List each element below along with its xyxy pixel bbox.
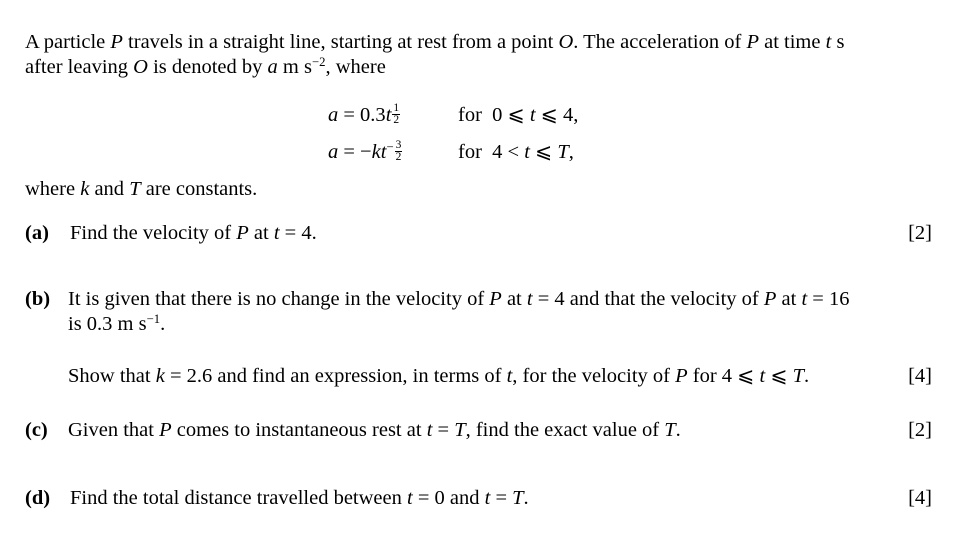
- var-t: t: [385, 104, 392, 126]
- fraction-exponent: [392, 103, 400, 126]
- var-t: t: [506, 365, 513, 387]
- var-P: P: [746, 31, 759, 53]
- intro-text: travels in a straight line, starting at rest from a point: [122, 31, 559, 53]
- equation-2-condition: for 4 < t ⩽ T,: [458, 141, 574, 163]
- text: Given that: [68, 419, 160, 441]
- part-c-label: (c): [25, 419, 48, 441]
- intro-text: , where: [325, 56, 386, 78]
- equation-1: a = 0.3t $\frac{1}{2}$: [328, 102, 400, 127]
- var-T: T: [129, 178, 141, 200]
- text: is 0.3 m s: [68, 313, 147, 335]
- frac-num: 1: [393, 102, 400, 115]
- var-T: T: [454, 419, 466, 441]
- exponent: −1: [146, 312, 161, 327]
- intro-text: after leaving: [25, 56, 134, 78]
- var-P: P: [159, 419, 172, 441]
- text: Show that: [68, 365, 156, 387]
- var-t: t: [380, 141, 387, 163]
- var-P: P: [675, 365, 688, 387]
- text: comes to instantaneous rest at: [171, 419, 427, 441]
- text: , find the exact value of: [465, 419, 665, 441]
- part-a-text: [70, 221, 317, 246]
- text: = 16: [807, 288, 850, 310]
- part-a-label: (a): [25, 222, 49, 244]
- text: .: [804, 365, 810, 387]
- var-t: t: [526, 288, 533, 310]
- exponent-minus: −: [386, 140, 394, 155]
- fraction-exponent: [395, 140, 403, 163]
- part-d-text: [70, 486, 529, 511]
- intro-text: A particle: [25, 31, 111, 53]
- part-a-marks: [2]: [908, 222, 932, 244]
- text: =: [490, 487, 513, 509]
- text: .: [523, 487, 529, 509]
- text: ⩽: [765, 365, 793, 387]
- text: at: [248, 222, 274, 244]
- text: .: [675, 419, 681, 441]
- part-b-line-2: [68, 312, 165, 337]
- text: at: [776, 288, 802, 310]
- frac-den: 2: [393, 114, 400, 127]
- text: = 4 and that the velocity of: [532, 288, 764, 310]
- var-t: t: [426, 419, 433, 441]
- var-t: t: [801, 288, 808, 310]
- var-O: O: [558, 31, 574, 53]
- var-P: P: [110, 31, 123, 53]
- var-t: t: [407, 487, 413, 509]
- intro-text: s: [831, 31, 845, 53]
- var-O: O: [133, 56, 148, 78]
- intro-text: at time: [759, 31, 826, 53]
- text: and: [89, 178, 130, 200]
- var-T: T: [792, 365, 805, 387]
- text: .: [160, 313, 166, 335]
- part-d-label: (d): [25, 487, 51, 509]
- text: = 2.6 and find an expression, in terms of: [164, 365, 507, 387]
- intro-text: . The acceleration of: [573, 31, 747, 53]
- part-b-marks: [4]: [908, 365, 932, 387]
- exponent: −2: [311, 55, 326, 70]
- var-P: P: [489, 288, 502, 310]
- intro-line-2: [25, 55, 386, 80]
- var-t: t: [484, 487, 491, 509]
- intro-line-1: [25, 30, 844, 55]
- text: = 0 and: [412, 487, 485, 509]
- text: =: [432, 419, 455, 441]
- text: Find the velocity of: [70, 222, 237, 244]
- var-a: a: [267, 56, 278, 78]
- equation-1-condition: for 0 ⩽ t ⩽ 4,: [458, 104, 579, 126]
- part-d-marks: [4]: [908, 487, 932, 509]
- text: , for the velocity of: [512, 365, 676, 387]
- part-c-text: [68, 418, 681, 443]
- part-b-line-1: [68, 287, 849, 312]
- var-t: t: [759, 365, 766, 387]
- part-b-line-3: [68, 364, 809, 389]
- intro-text: is denoted by: [147, 56, 268, 78]
- var-T: T: [512, 487, 524, 509]
- var-k: k: [155, 365, 165, 387]
- constants-line: [25, 177, 257, 202]
- text: for 4 ⩽: [687, 365, 760, 387]
- text: Find the total distance travelled between: [70, 487, 407, 509]
- var-T: T: [664, 419, 676, 441]
- text: at: [501, 288, 527, 310]
- var-P: P: [236, 222, 249, 244]
- text: It is given that there is no change in the velocity of: [68, 288, 490, 310]
- frac-den: 2: [395, 151, 402, 164]
- part-c-marks: [2]: [908, 419, 932, 441]
- text: = 4.: [279, 222, 317, 244]
- part-b-label: (b): [25, 288, 51, 310]
- text: where: [25, 178, 81, 200]
- var-k: k: [80, 178, 90, 200]
- unit: m s: [277, 56, 312, 78]
- var-t: t: [273, 222, 280, 244]
- equation-2: a = −kt− $\frac{3}{2}$: [328, 139, 402, 164]
- frac-num: 3: [395, 139, 402, 152]
- text: are constants.: [140, 178, 258, 200]
- var-t: t: [825, 31, 832, 53]
- var-P: P: [763, 288, 777, 310]
